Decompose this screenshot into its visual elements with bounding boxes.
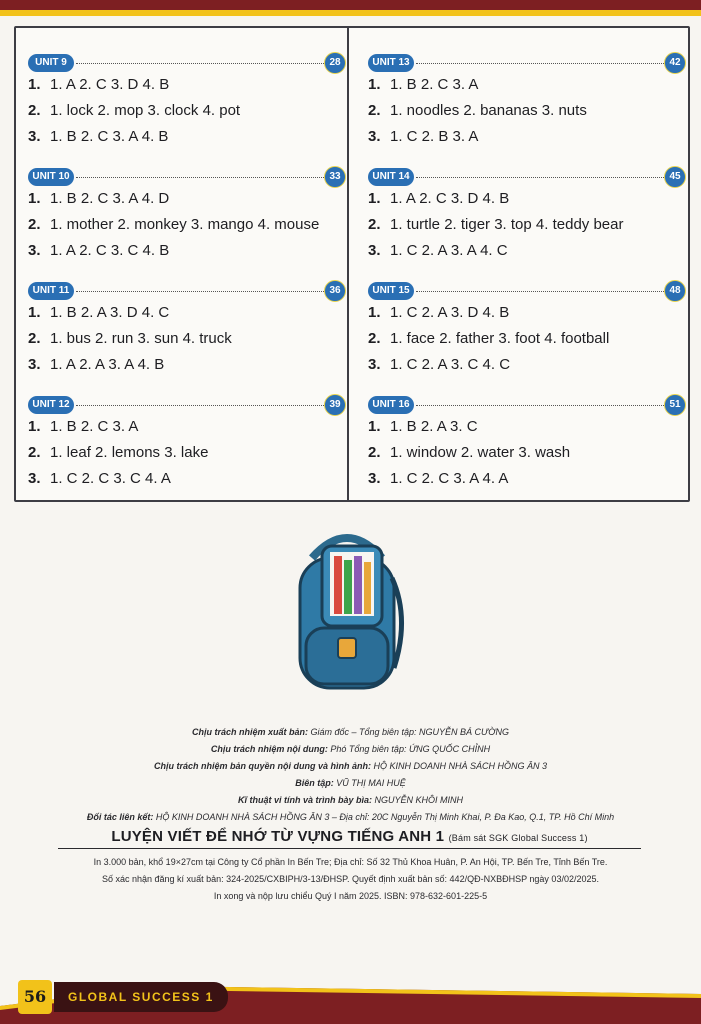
unit-block — [368, 50, 686, 164]
unit-badge: UNIT 10 — [28, 168, 74, 186]
answer-row — [28, 190, 346, 216]
answer-key-box — [14, 26, 690, 502]
exercise-number: 1. — [368, 418, 381, 435]
publication-info — [0, 854, 701, 905]
unit-page-number: 48 — [664, 280, 686, 302]
unit-badge: UNIT 15 — [368, 282, 414, 300]
exercise-number: 2. — [28, 216, 41, 233]
answer-text: 1. mother 2. monkey 3. mango 4. mouse — [50, 216, 320, 233]
answer-row — [368, 304, 686, 330]
answer-row — [368, 128, 686, 154]
exercise-number: 3. — [368, 356, 381, 373]
answer-text: 1. leaf 2. lemons 3. lake — [50, 444, 209, 461]
answer-text: 1. B 2. A 3. D 4. C — [50, 304, 170, 321]
answer-row — [28, 356, 346, 382]
answer-row — [368, 102, 686, 128]
answer-column-left — [28, 50, 346, 506]
answer-row — [368, 470, 686, 496]
unit-block — [368, 392, 686, 506]
credit-value: HỘ KINH DOANH NHÀ SÁCH HỒNG ÂN 3 — [370, 761, 548, 771]
exercise-number: 3. — [28, 470, 41, 487]
answer-text: 1. A 2. C 3. D 4. B — [390, 190, 510, 207]
unit-badge: UNIT 14 — [368, 168, 414, 186]
exercise-number: 2. — [28, 102, 41, 119]
exercise-number: 3. — [28, 356, 41, 373]
answer-row — [28, 242, 346, 268]
answer-text: 1. C 2. B 3. A — [390, 128, 479, 145]
exercise-number: 1. — [368, 304, 381, 321]
exercise-number: 1. — [28, 418, 41, 435]
backpack-illustration — [282, 518, 412, 698]
exercise-number: 1. — [368, 76, 381, 93]
answer-row — [28, 330, 346, 356]
exercise-number: 3. — [368, 128, 381, 145]
answer-row — [368, 418, 686, 444]
credit-label: Chịu trách nhiệm bản quyền nội dung và hình ảnh: — [153, 761, 371, 771]
unit-header — [28, 164, 346, 190]
dotted-leader — [416, 177, 664, 178]
exercise-number: 2. — [28, 330, 41, 347]
unit-header — [368, 392, 686, 418]
answer-text: 1. C 2. A 3. D 4. B — [390, 304, 510, 321]
credit-line — [0, 741, 701, 758]
dotted-leader — [416, 291, 664, 292]
unit-page-number: 36 — [324, 280, 346, 302]
top-accent — [0, 10, 701, 16]
unit-page-number: 28 — [324, 52, 346, 74]
pubinfo-line: In 3.000 bản, khổ 19×27cm tại Công ty Cổ phần In Bến Tre; Địa chỉ: Số 32 Thủ Khoa Huân, P. An Hội, TP. Bến Tre, Tỉnh Bến Tre. — [93, 857, 608, 867]
unit-header — [28, 278, 346, 304]
answer-row — [28, 304, 346, 330]
unit-badge: UNIT 13 — [368, 54, 414, 72]
answer-text: 1. window 2. water 3. wash — [390, 444, 571, 461]
pubinfo-line: Số xác nhận đăng kí xuất bản: 324-2025/CXBIPH/3-13/ĐHSP. Quyết định xuất bản số: 442/QĐ-NXBĐHSP ngày 03/02/2025. — [102, 874, 599, 884]
answer-text: 1. A 2. C 3. D 4. B — [50, 76, 170, 93]
unit-block — [28, 50, 346, 164]
unit-page-number: 39 — [324, 394, 346, 416]
exercise-number: 1. — [368, 190, 381, 207]
answer-text: 1. B 2. A 3. C — [390, 418, 478, 435]
answer-row — [368, 190, 686, 216]
pubinfo-line: In xong và nộp lưu chiểu Quý I năm 2025. ISBN: 978-632-601-225-5 — [213, 891, 488, 901]
answer-row — [28, 470, 346, 496]
credit-line — [0, 792, 701, 809]
unit-header — [368, 278, 686, 304]
exercise-number: 3. — [368, 470, 381, 487]
credit-value: Giám đốc – Tổng biên tập: NGUYỄN BÁ CƯỜNG — [307, 727, 510, 737]
dotted-leader — [76, 177, 324, 178]
exercise-number: 2. — [28, 444, 41, 461]
answer-text: 1. A 2. C 3. C 4. B — [50, 242, 170, 259]
credit-value: Phó Tổng biên tập: ỨNG QUỐC CHỈNH — [327, 744, 491, 754]
unit-badge: UNIT 9 — [28, 54, 74, 72]
unit-block — [28, 278, 346, 392]
exercise-number: 3. — [28, 128, 41, 145]
answer-text: 1. B 2. C 3. A — [50, 418, 139, 435]
unit-badge: UNIT 16 — [368, 396, 414, 414]
answer-row — [28, 76, 346, 102]
answer-text: 1. B 2. C 3. A — [390, 76, 479, 93]
answer-text: 1. B 2. C 3. A 4. D — [50, 190, 170, 207]
credit-value: HỘ KINH DOANH NHÀ SÁCH HỒNG ÂN 3 – Địa chỉ: 20C Nguyễn Thị Minh Khai, P. Đa Kao, Q.1, TP. Hồ Chí Minh — [153, 812, 615, 822]
book-subtitle: (Bám sát SGK Global Success 1) — [448, 833, 588, 843]
unit-header — [368, 164, 686, 190]
answer-text: 1. turtle 2. tiger 3. top 4. teddy bear — [390, 216, 624, 233]
credit-label: Chịu trách nhiệm nội dung: — [210, 744, 328, 754]
answer-row — [28, 216, 346, 242]
answer-row — [368, 330, 686, 356]
exercise-number: 1. — [28, 76, 41, 93]
answer-row — [368, 76, 686, 102]
credit-label: Kĩ thuật vi tính và trình bày bìa: — [237, 795, 372, 805]
unit-header — [368, 50, 686, 76]
unit-page-number: 33 — [324, 166, 346, 188]
unit-block — [368, 278, 686, 392]
unit-page-number: 42 — [664, 52, 686, 74]
credit-line — [0, 724, 701, 741]
answer-row — [368, 444, 686, 470]
series-label: GLOBAL SUCCESS 1 — [54, 982, 228, 1012]
exercise-number: 3. — [368, 242, 381, 259]
answer-text: 1. B 2. C 3. A 4. B — [50, 128, 169, 145]
credits — [0, 724, 701, 826]
answer-text: 1. face 2. father 3. foot 4. football — [390, 330, 610, 347]
exercise-number: 2. — [368, 216, 381, 233]
top-border — [0, 0, 701, 10]
answer-column-right — [368, 50, 686, 506]
unit-badge: UNIT 11 — [28, 282, 74, 300]
answer-text: 1. C 2. A 3. C 4. C — [390, 356, 511, 373]
book-title-line — [58, 828, 641, 849]
exercise-number: 2. — [368, 444, 381, 461]
answer-text: 1. noodles 2. bananas 3. nuts — [390, 102, 587, 119]
credit-line — [0, 758, 701, 775]
credit-label: Biên tập: — [295, 778, 334, 788]
unit-block — [28, 392, 346, 506]
dotted-leader — [416, 63, 664, 64]
dotted-leader — [76, 405, 324, 406]
answer-text: 1. bus 2. run 3. sun 4. truck — [50, 330, 232, 347]
dotted-leader — [76, 63, 324, 64]
answer-text: 1. C 2. C 3. A 4. A — [390, 470, 509, 487]
credit-line — [0, 809, 701, 826]
unit-block — [28, 164, 346, 278]
exercise-number: 1. — [28, 190, 41, 207]
book-title: LUYỆN VIẾT ĐỂ NHỚ TỪ VỰNG TIẾNG ANH 1 — [111, 828, 445, 845]
answer-text: 1. C 2. A 3. A 4. C — [390, 242, 508, 259]
unit-header — [28, 50, 346, 76]
unit-page-number: 45 — [664, 166, 686, 188]
exercise-number: 3. — [28, 242, 41, 259]
answer-row — [368, 242, 686, 268]
credit-value: NGUYỄN KHÔI MINH — [372, 795, 464, 805]
column-divider — [347, 28, 349, 500]
exercise-number: 1. — [28, 304, 41, 321]
credit-value: VŨ THỊ MAI HUỆ — [333, 778, 406, 788]
answer-row — [28, 102, 346, 128]
answer-row — [28, 128, 346, 154]
unit-block — [368, 164, 686, 278]
unit-page-number: 51 — [664, 394, 686, 416]
answer-text: 1. A 2. A 3. A 4. B — [50, 356, 165, 373]
credit-line — [0, 775, 701, 792]
dotted-leader — [76, 291, 324, 292]
unit-badge: UNIT 12 — [28, 396, 74, 414]
credit-label: Đối tác liên kết: — [86, 812, 154, 822]
answer-row — [28, 444, 346, 470]
answer-row — [368, 216, 686, 242]
answer-row — [368, 356, 686, 382]
page-number: 56 — [18, 980, 52, 1014]
answer-text: 1. lock 2. mop 3. clock 4. pot — [50, 102, 241, 119]
credit-label: Chịu trách nhiệm xuất bản: — [191, 727, 308, 737]
exercise-number: 2. — [368, 102, 381, 119]
answer-row — [28, 418, 346, 444]
unit-header — [28, 392, 346, 418]
answer-text: 1. C 2. C 3. C 4. A — [50, 470, 171, 487]
dotted-leader — [416, 405, 664, 406]
exercise-number: 2. — [368, 330, 381, 347]
